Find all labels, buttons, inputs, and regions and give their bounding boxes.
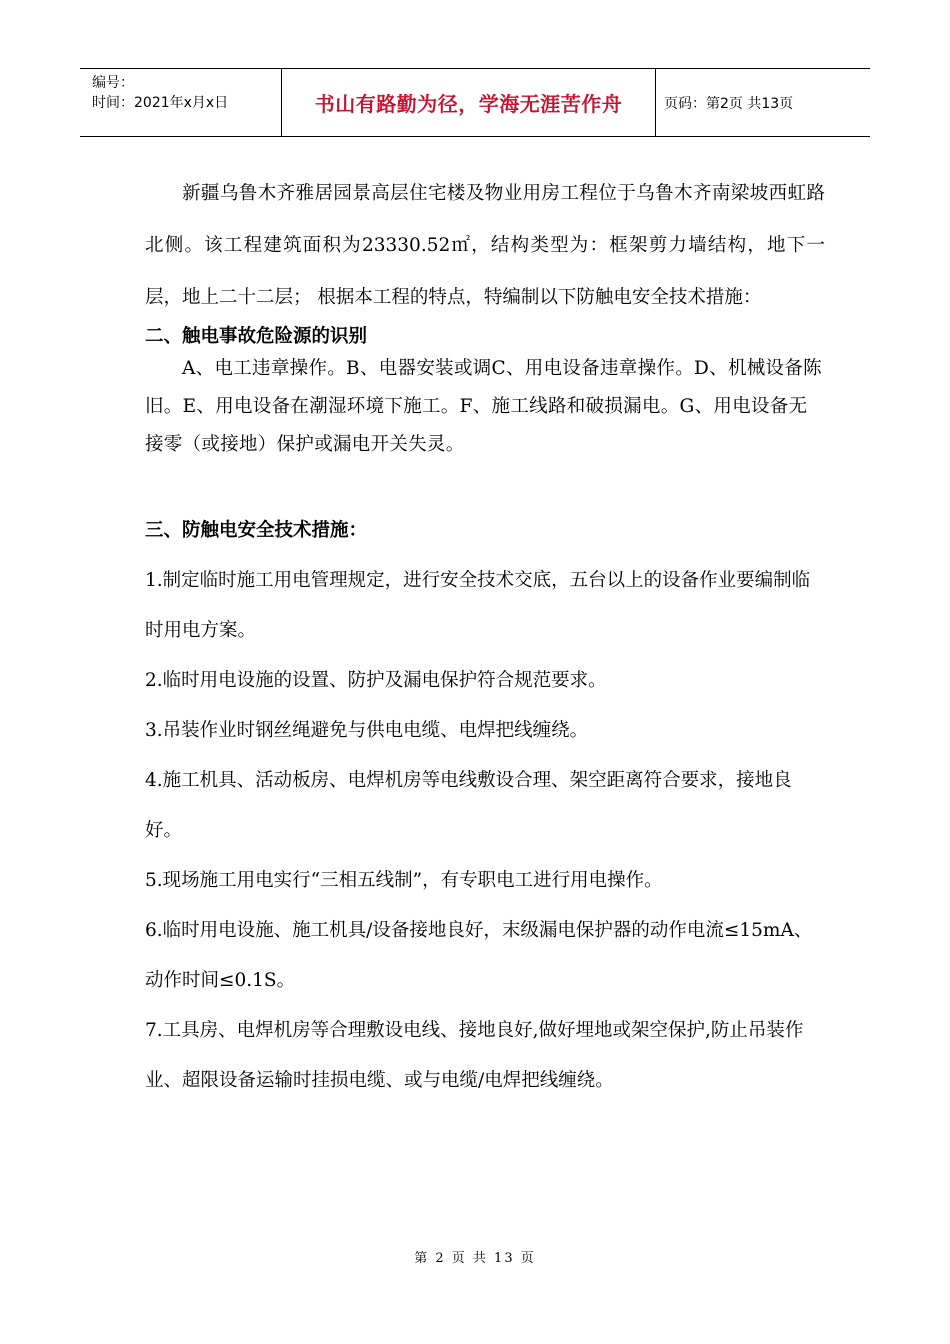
measure-item: 4.施工机具、活动板房、电焊机房等电线敷设合理、架空距离符合要求，接地良好。 [145,770,792,841]
section-hazard-title: 二、触电事故危险源的识别 [145,326,368,347]
page-footer: 第 2 页 共 13 页 [414,1251,536,1266]
measure-item: 1.制定临时施工用电管理规定，进行安全技术交底，五台以上的设备作业要编制临时用电方案。 [145,570,811,641]
measure-item: 2.临时用电设施的设置、防护及漏电保护符合规范要求。 [145,670,607,691]
header-meta [80,69,282,136]
measure-item: 5.现场施工用电实行“三相五线制”，有专职电工进行用电操作。 [145,870,663,891]
document-body [145,168,825,1106]
section-measures-title: 三、防触电安全技术措施： [145,520,368,541]
header-page-number: 页码：第2页 共13页 [664,95,794,112]
intro-paragraph: 新疆乌鲁木齐雅居园景高层住宅楼及物业用房工程位于乌鲁木齐南梁坡西虹路北侧。该工程建筑面积为23330.52㎡，结构类型为：框架剪力墙结构，地下一层，地上二十二层； 根据本工程的特点，特编制以下防触电安全技术措施： [145,183,825,308]
measure-item: 7.工具房、电焊机房等合理敷设电线、接地良好,做好埋地或架空保护,防止吊装作业、超限设备运输时挂损电缆、或与电缆/电焊把线缠绕。 [145,1020,804,1091]
measure-item: 3.吊装作业时钢丝绳避免与供电电缆、电焊把线缠绕。 [145,720,589,741]
document-header [80,68,870,137]
document-number-label: 编号： [92,75,134,91]
measure-item: 6.临时用电设施、施工机具/设备接地良好，末级漏电保护器的动作电流≤15mA、动作时间≤0.1S。 [145,920,813,991]
document-date: 时间：2021年x月x日 [92,95,229,111]
header-motto: 书山有路勤为径，学海无涯苦作舟 [282,69,656,136]
section-hazard-text: A、电工违章操作。B、电器安装或调C、用电设备违章操作。D、机械设备陈旧。E、用电设备在潮湿环境下施工。F、施工线路和破损漏电。G、用电设备无接零（或接地）保护或漏电开关失灵。 [145,358,822,455]
